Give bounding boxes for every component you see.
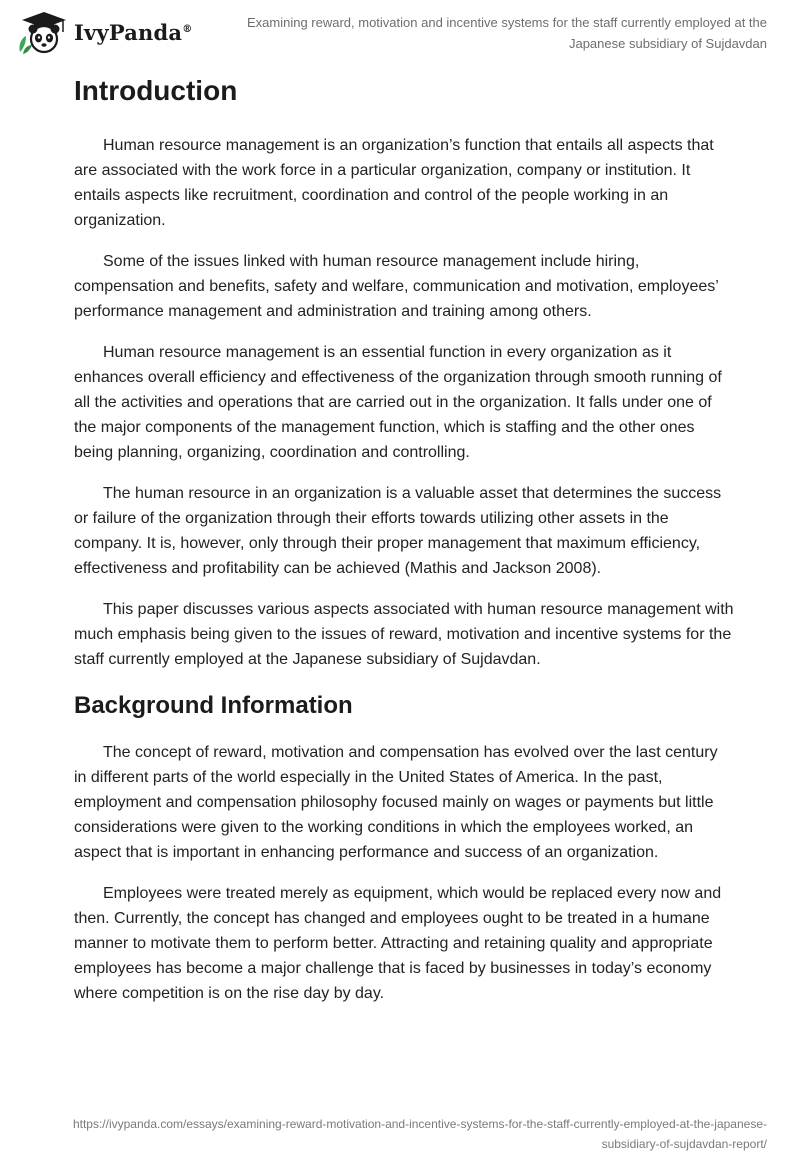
paragraph: The human resource in an organization is a valuable asset that determines the success or failure of the organization through their efforts towards utilizing other assets in the company. It is, however, only through their proper management that maximum efficiency, effectiveness and profitability can be achieved (Mathis and Jackson 2008). (74, 485, 722, 577)
registered-mark: ® (182, 23, 193, 35)
paragraph: Human resource management is an essential function in every organization as it enhances overall efficiency and effectiveness of the organization through smooth running of all the activities and operations that are carried out in the organization. It falls under one of the major components of the management function, which is staffing and the other ones being planning, organizing, coordination and controlling. (74, 344, 722, 461)
document-title: Examining reward, motivation and incentive systems for the staff currently employed at the Japanese subsidiary of Sujdavdan (246, 15, 767, 51)
paragraph: Some of the issues linked with human resource management include hiring, compensation and benefits, safety and welfare, communication and motivation, employees’ performance management and administration and training among others. (74, 253, 719, 320)
source-url-link[interactable]: https://ivypanda.com/essays/examining-reward-motivation-and-incentive-systems-for-the-staff-currently-employed-at-the-japanese-subsidiary-of-sujdavdan-report/ (72, 1117, 767, 1151)
ivypanda-logo[interactable] (14, 8, 194, 56)
heading-introduction: Introduction (74, 75, 238, 106)
brand-name: IvyPanda® (74, 19, 193, 45)
document-body (74, 70, 734, 1022)
panda-graduate-icon (14, 8, 70, 56)
paragraph: Employees were treated merely as equipment, which would be replaced every now and then. Currently, the concept has changed and employees ought to be treated in a humane manner to motivate them to perform better. Attracting and retaining quality and appropriate employees has become a major challenge that is faced by businesses in today’s economy where competition is on the rise day by day. (74, 885, 722, 1002)
paragraph: The concept of reward, motivation and compensation has evolved over the last century in different parts of the world especially in the United States of America. In the past, employment and compensation philosophy focused mainly on wages or payments but little considerations were given to the working conditions in which the employees worked, an aspect that is important in enhancing performance and success of an organization. (74, 744, 718, 861)
heading-background-information: Background Information (74, 692, 353, 719)
paragraph: This paper discusses various aspects associated with human resource management with much emphasis being given to the issues of reward, motivation and incentive systems for the staff currently employed at the Japanese subsidiary of Sujdavdan. (74, 601, 734, 668)
paragraph: Human resource management is an organization’s function that entails all aspects that are associated with the work force in a particular organization, company or institution. It entails aspects like recruitment, coordination and control of the people working in an organization. (74, 137, 714, 229)
page-header (0, 0, 800, 64)
